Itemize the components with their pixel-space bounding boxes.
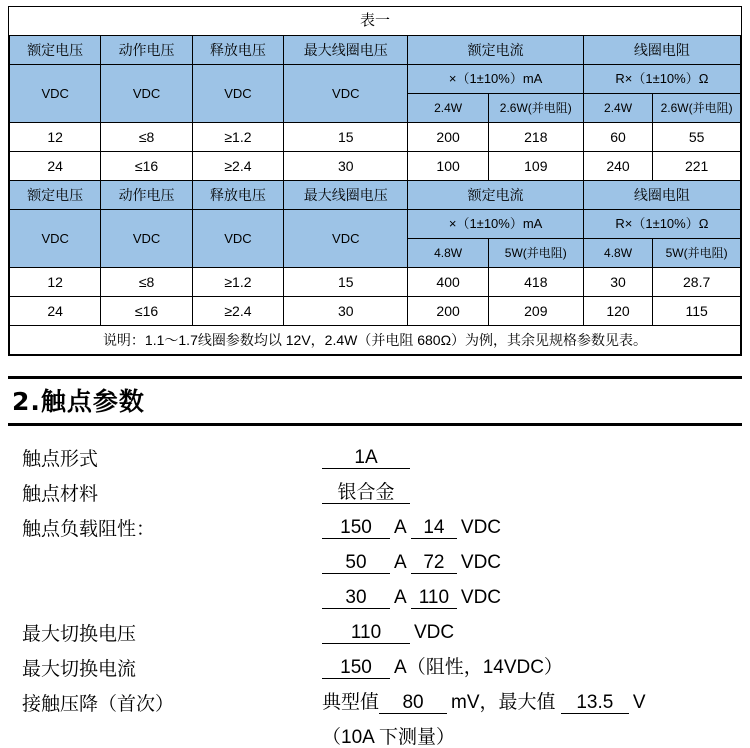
cell: 30 (284, 152, 408, 181)
cell: 418 (488, 268, 583, 297)
header-coil-resistance: 线圈电阻 (583, 36, 740, 65)
load-voltage-unit-1: VDC (460, 517, 502, 538)
table-caption: 表一 (10, 7, 741, 36)
cell: 221 (653, 152, 741, 181)
header-max-coil-voltage: 最大线圈电压 (284, 36, 408, 65)
table-note-row (10, 326, 741, 355)
cell: ≥2.4 (192, 152, 283, 181)
cell: ≤8 (101, 123, 192, 152)
param-contact-form (22, 448, 750, 469)
contact-form-value: 1A (322, 448, 410, 469)
header-unit-vdc-8: VDC (284, 210, 408, 268)
table-row (10, 152, 741, 181)
cell: 28.7 (653, 268, 741, 297)
header-unit-vdc-6: VDC (101, 210, 192, 268)
param-label: 接触压降（首次） (22, 694, 175, 715)
header-rated-current-2: 额定电流 (408, 181, 583, 210)
cell: 240 (583, 152, 652, 181)
cell: 30 (583, 268, 652, 297)
contact-drop-prefix: 典型值 (322, 692, 380, 713)
load-current-1: 150 (322, 518, 390, 539)
table-row (10, 268, 741, 297)
table-row (10, 297, 741, 326)
cell: 109 (488, 152, 583, 181)
header-current-26w: 2.6W(并电阻) (488, 94, 583, 123)
cell: 24 (10, 152, 101, 181)
cell: ≥1.2 (192, 123, 283, 152)
spec-table-wrapper (8, 6, 742, 356)
header-unit-vdc-5: VDC (10, 210, 101, 268)
load-current-3: 30 (322, 588, 390, 609)
header-current-formula-2: ×（1±10%）mA (408, 210, 583, 239)
max-switch-current-value: 150 (322, 658, 390, 679)
header-resistance-5w: 5W(并电阻) (653, 239, 741, 268)
header-resistance-48w: 4.8W (583, 239, 652, 268)
cell: 15 (284, 268, 408, 297)
table-row (10, 123, 741, 152)
cell: 218 (488, 123, 583, 152)
header-pickup-voltage-2: 动作电压 (101, 181, 192, 210)
cell: ≥1.2 (192, 268, 283, 297)
param-label: 最大切换电压 (22, 624, 137, 645)
param-label: 触点负载阻性： (22, 519, 156, 540)
header-rated-voltage: 额定电压 (10, 36, 101, 65)
table-caption-row (10, 7, 741, 36)
cell: 30 (284, 297, 408, 326)
contact-drop-typ-value: 80 (379, 693, 447, 714)
load-voltage-unit-3: VDC (460, 587, 502, 608)
header-unit-vdc-2: VDC (101, 65, 192, 123)
param-label: 最大切换电流 (22, 659, 137, 680)
cell: 100 (408, 152, 488, 181)
cell: 15 (284, 123, 408, 152)
cell: 115 (653, 297, 741, 326)
load-current-unit-1: A (394, 517, 406, 538)
param-contact-material (22, 483, 750, 504)
contact-drop-max-value: 13.5 (561, 693, 629, 714)
datasheet-page (0, 6, 750, 746)
load-voltage-3: 110 (411, 588, 457, 609)
cell: ≤8 (101, 268, 192, 297)
table-header-row (10, 36, 741, 65)
param-value (322, 518, 501, 539)
header-resistance-24w: 2.4W (583, 94, 652, 123)
header-coil-resistance-2: 线圈电阻 (583, 181, 740, 210)
header-current-formula: ×（1±10%）mA (408, 65, 583, 94)
header-resistance-formula-2: R×（1±10%）Ω (583, 210, 740, 239)
cell: ≤16 (101, 297, 192, 326)
header-current-48w: 4.8W (408, 239, 488, 268)
param-label: 触点形式 (22, 449, 99, 470)
load-voltage-2: 72 (411, 553, 457, 574)
load-voltage-1: 14 (411, 518, 457, 539)
header-unit-vdc-1: VDC (10, 65, 101, 123)
table-header-row (10, 181, 741, 210)
header-max-coil-voltage-2: 最大线圈电压 (284, 181, 408, 210)
header-unit-vdc-4: VDC (284, 65, 408, 123)
header-release-voltage: 释放电压 (192, 36, 283, 65)
cell: 12 (10, 268, 101, 297)
cell: ≤16 (101, 152, 192, 181)
load-current-unit-3: A (394, 587, 406, 608)
header-resistance-26w: 2.6W(并电阻) (653, 94, 741, 123)
load-current-unit-2: A (394, 552, 406, 573)
param-value (322, 623, 454, 644)
param-resistive-load-line-3 (322, 588, 750, 609)
cell: 55 (653, 123, 741, 152)
header-rated-current: 额定电流 (408, 36, 583, 65)
cell: 200 (408, 123, 488, 152)
load-current-2: 50 (322, 553, 390, 574)
param-max-switch-current (22, 658, 750, 679)
header-current-5w: 5W(并电阻) (488, 239, 583, 268)
header-current-24w: 2.4W (408, 94, 488, 123)
cell: 120 (583, 297, 652, 326)
cell: 12 (10, 123, 101, 152)
cell: ≥2.4 (192, 297, 283, 326)
max-switch-current-unit: A (394, 657, 407, 678)
cell: 24 (10, 297, 101, 326)
table-header-row (10, 65, 741, 94)
contact-drop-max-unit: V (632, 692, 646, 713)
header-unit-vdc-3: VDC (192, 65, 283, 123)
header-resistance-formula: R×（1±10%）Ω (583, 65, 740, 94)
header-rated-voltage-2: 额定电压 (10, 181, 101, 210)
header-unit-vdc-7: VDC (192, 210, 283, 268)
section-heading-contact-parameters: 2.触点参数 (8, 376, 742, 426)
load-voltage-unit-2: VDC (460, 552, 502, 573)
param-value (322, 448, 410, 469)
header-release-voltage-2: 释放电压 (192, 181, 283, 210)
max-switch-voltage-unit: VDC (414, 622, 455, 643)
contact-drop-subnote: （10A 下测量） (322, 727, 456, 748)
param-value (322, 658, 563, 679)
cell: 200 (408, 297, 488, 326)
param-max-switch-voltage (22, 623, 750, 644)
cell: 209 (488, 297, 583, 326)
table-header-row (10, 210, 741, 239)
table-note: 说明：1.1～1.7线圈参数均以 12V，2.4W（并电阻 680Ω）为例，其余见规格参数见表。 (10, 326, 741, 355)
contact-material-value: 银合金 (322, 483, 410, 504)
contact-drop-typ-unit: mV，最大值 (451, 692, 556, 713)
param-label: 触点材料 (22, 484, 99, 505)
param-resistive-load (22, 518, 750, 539)
spec-table (9, 7, 741, 355)
header-pickup-voltage: 动作电压 (101, 36, 192, 65)
cell: 400 (408, 268, 488, 297)
param-contact-voltage-drop (22, 693, 750, 714)
max-switch-voltage-value: 110 (322, 623, 410, 644)
max-switch-current-tail: （阻性，14VDC） (406, 657, 563, 678)
cell: 60 (583, 123, 652, 152)
contact-parameter-list (22, 448, 750, 747)
param-value (322, 483, 410, 504)
param-value (322, 693, 646, 714)
param-resistive-load-line-2 (322, 553, 750, 574)
